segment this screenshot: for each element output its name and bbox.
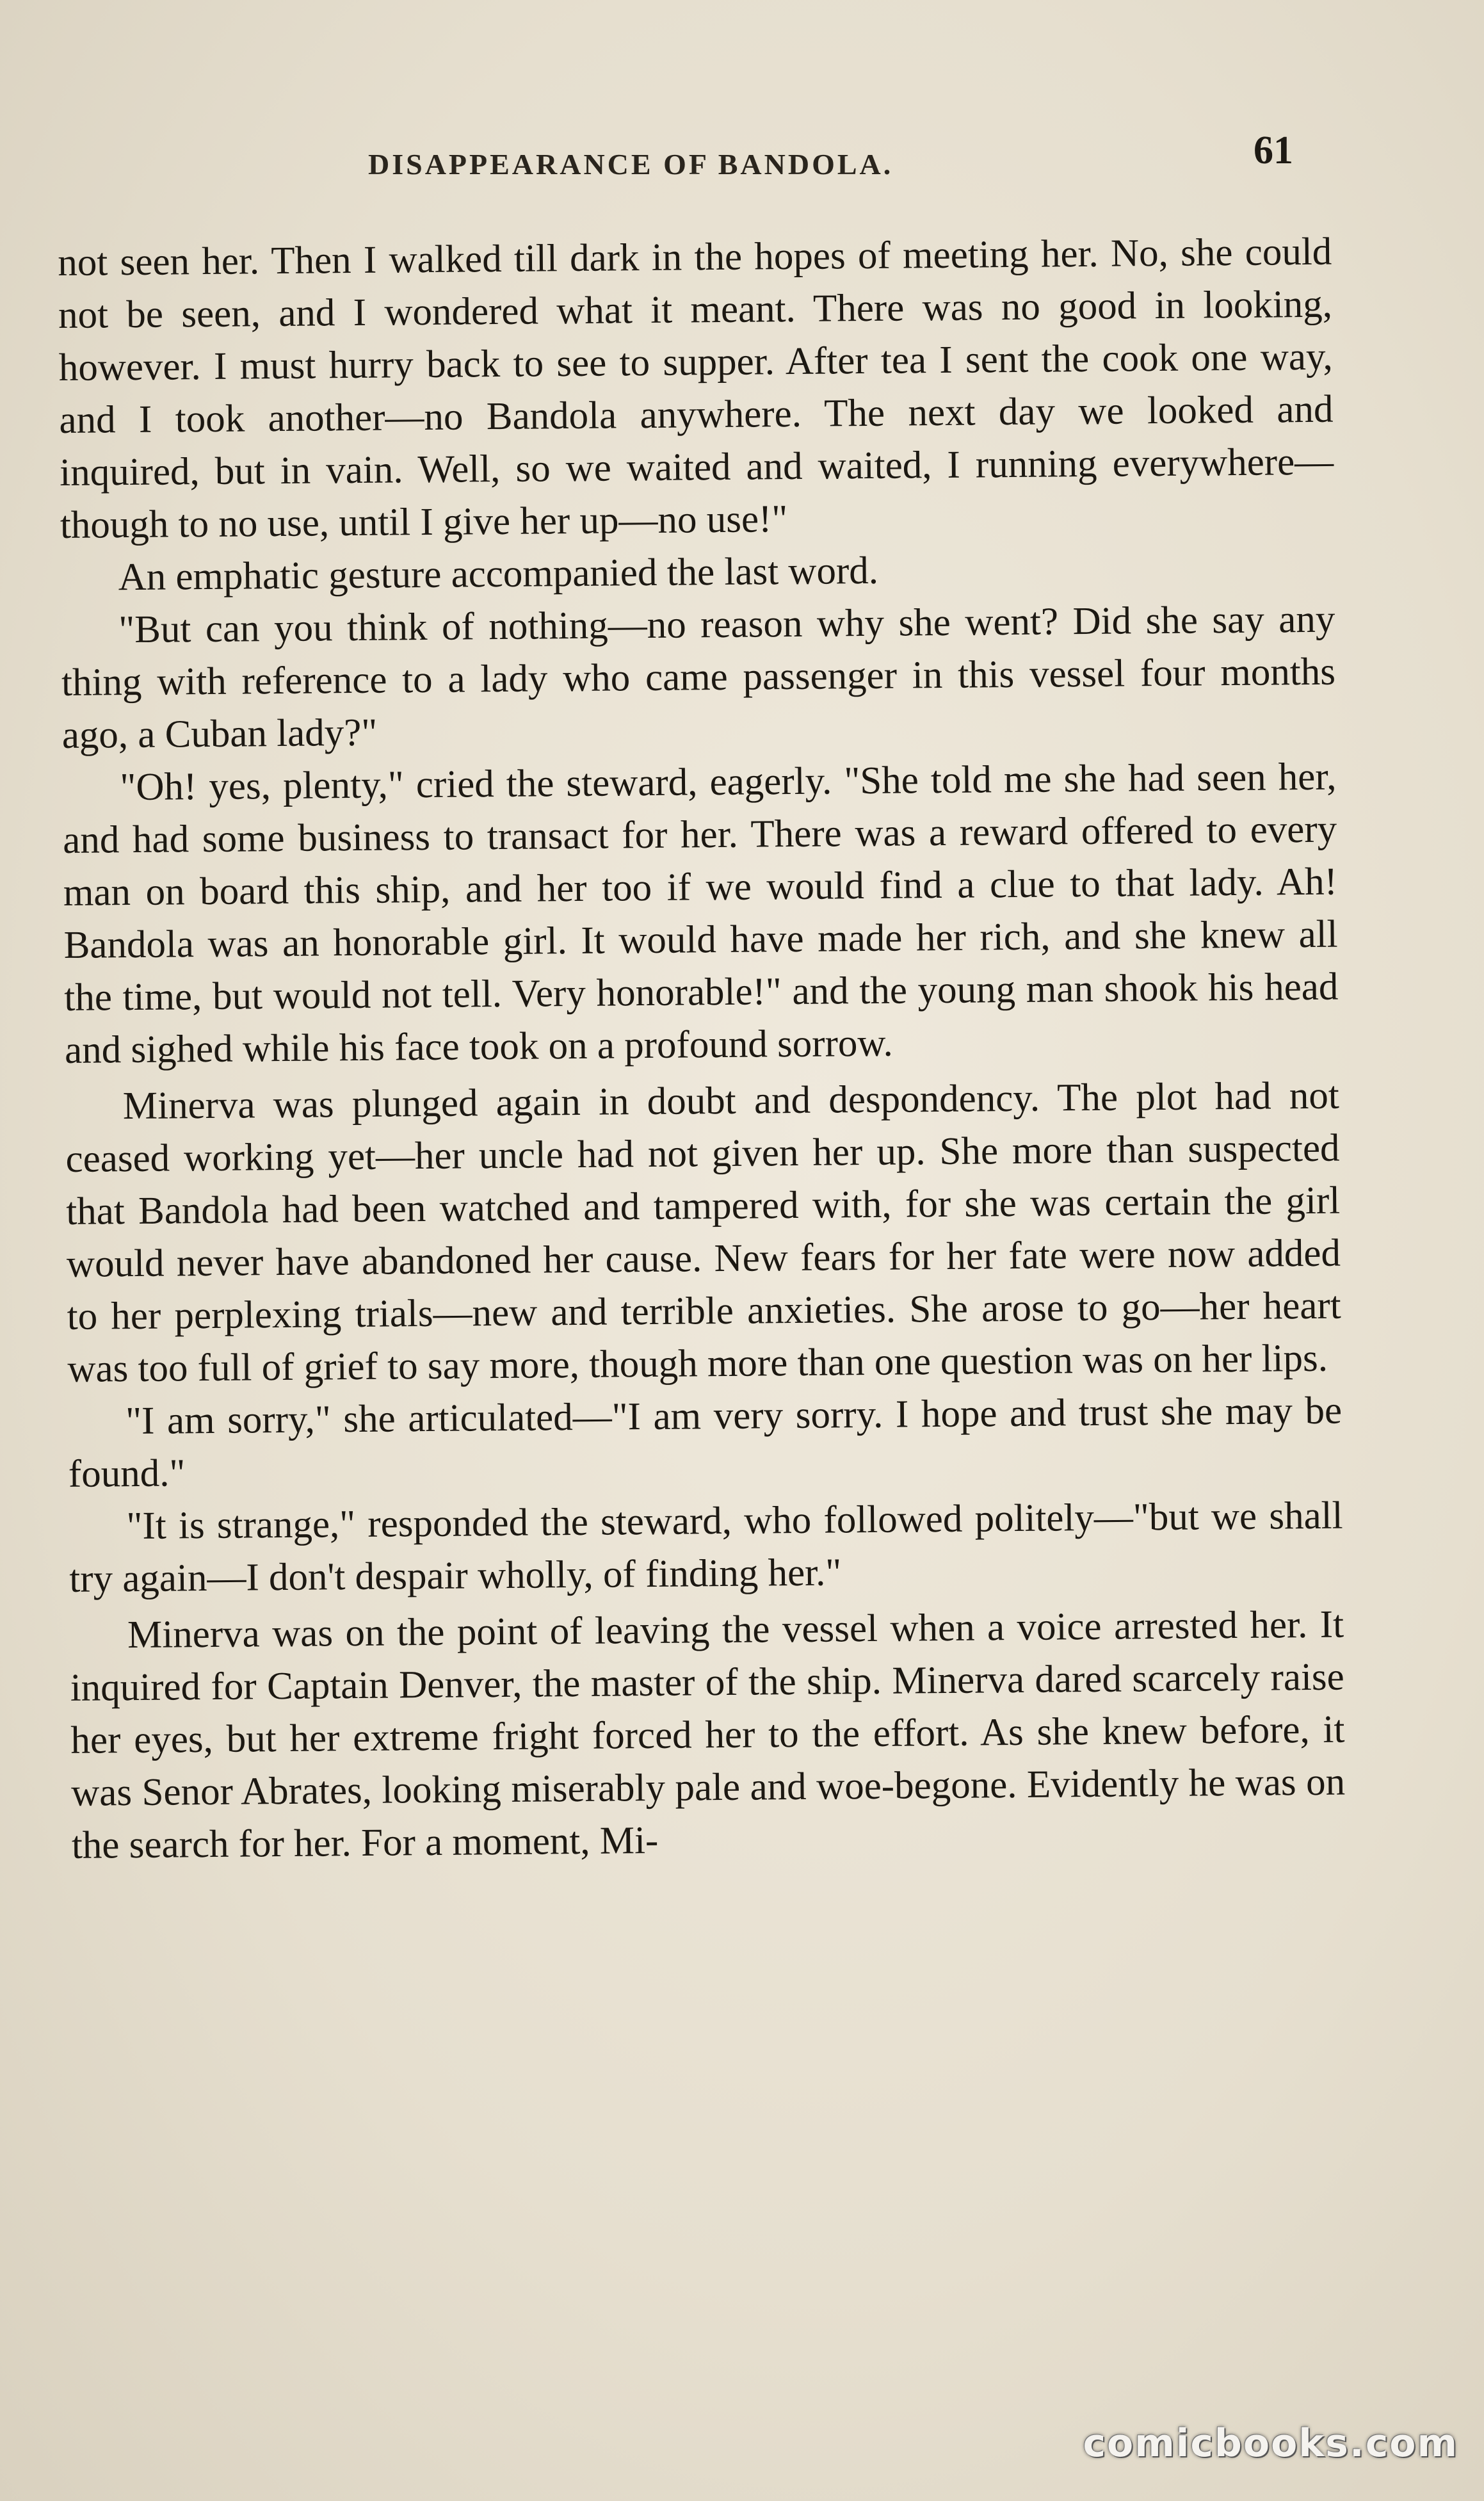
paragraph: Minerva was plunged again in doubt and despondency. The plot had not ceased working yet—her uncle had not given her up. She more than suspected that Bandola had been watched and tampered with, for she was certain the girl would never have abandoned her cause. New fears for her fate were now added to her perplexing trials—new and terrible anxieties. She arose to go—her heart was too full of grief to say more, though more than one question was on her lips.	[65, 1074, 1341, 1391]
body-text	[58, 226, 1346, 1872]
watermark: comicbooks.com	[1083, 2421, 1458, 2466]
paragraph: "I am sorry," she articulated—"I am very sorry. I hope and trust she may be found."	[68, 1389, 1343, 1496]
running-head: DISAPPEARANCE OF BANDOLA.	[368, 148, 894, 181]
page-number: 61	[1254, 129, 1293, 172]
page-header	[61, 128, 1306, 192]
paragraph-continuation: not seen her. Then I walked till dark in the hopes of meeting her. No, she could not be seen, and I wondered what it meant. There was no good in looking, however. I must hurry back to see to supper. After tea I sent the cook one way, and I took another—no Bandola anywhere. The next day we looked and inquired, but in vain. Well, so we waited and waited, I running everywhere—though to no use, until I give her up—no use!"	[58, 230, 1334, 547]
paragraph: "It is strange," responded the steward, who followed politely—"but we shall try again—I don't despair wholly, of finding her."	[69, 1494, 1343, 1601]
paragraph: "Oh! yes, plenty," cried the steward, eagerly. "She told me she had seen her, and had some business to transact for her. There was a reward offered to every man on board this ship, and her too if we would find a clue to that lady. Ah! Bandola was an honorable girl. It would have made her rich, and she knew all the time, but would not tell. Very honorable!" and the young man shook his head and sighed while his face took on a profound sorrow.	[62, 755, 1339, 1072]
paragraph: "But can you think of nothing—no reason why she went? Did she say any thing with reference to a lady who came passenger in this vessel four months ago, a Cuban lady?"	[61, 597, 1336, 757]
paragraph: Minerva was on the point of leaving the vessel when a voice arrested her. It inquired for Captain Denver, the master of the ship. Minerva dared scarcely raise her eyes, but her extreme fright forced her to the effort. As she knew before, it was Senor Abrates, looking miserably pale and woe-begone. Evidently he was on the search for her. For a moment, Mi-	[70, 1603, 1346, 1867]
paragraph: An emphatic gesture accompanied the last word.	[118, 549, 879, 599]
